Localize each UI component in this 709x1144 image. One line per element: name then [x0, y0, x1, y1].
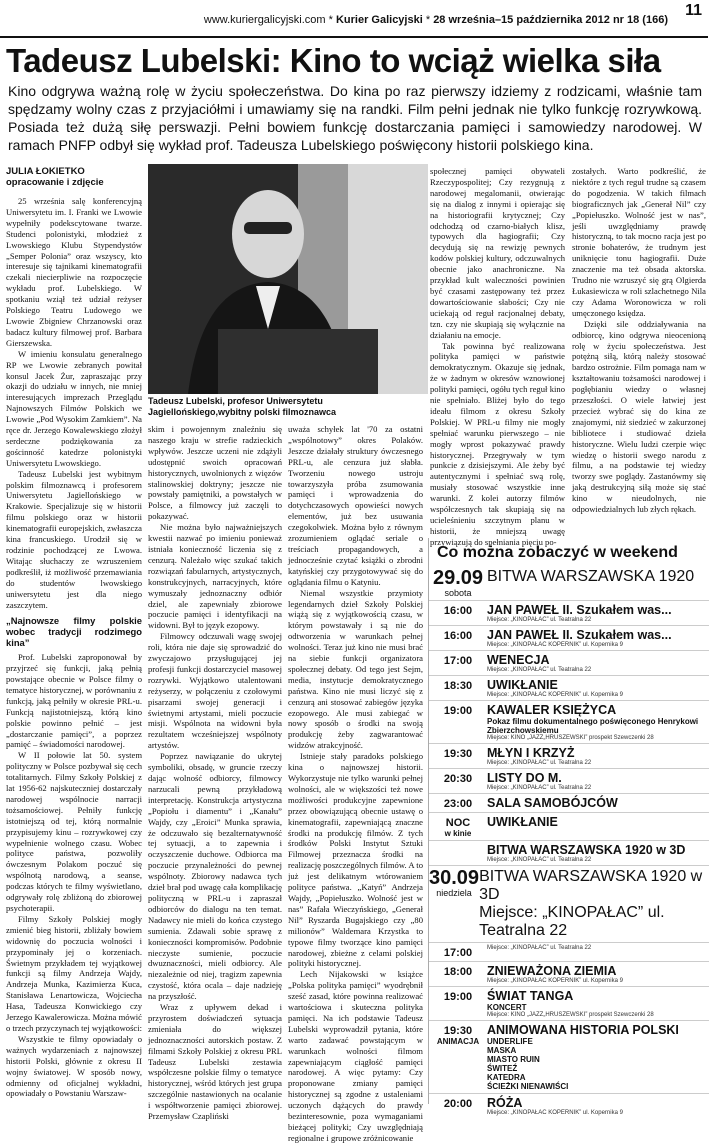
- event-place: Miejsce: „KINOPAŁAC” ul. Teatralna 22: [487, 945, 592, 951]
- time-label: 16:00: [443, 630, 473, 642]
- paragraph: Tak powinna być realizowana polityka pamięci w państwie demokratycznym. Okazuje się jednak, że w żadnym w okresów wznowionej polityki pamięci, ogółu tych reguł kino nie spełniało. Bliżej było do tego ideału filmom z okresu Szkoły Polskiej. W PRL-u filmy nie mogły spełniać warunku pierwszego – nie mogły wprost pokazywać prawdy historycznej. Przegrywały w tym punkcie z dzisiejszymi. Ale żeby być autentycznymi i spełniać swą rolę, musiały stosować wszystkie inne warunki. Z kolei autorzy filmów współczesnych tak skupiają się na ucieleśnieniu szczytnym planu w historii, że mniejszą uwagę przywiązują do spełniania pięciu po-: [430, 340, 565, 547]
- column-5: [572, 166, 706, 534]
- event-title: JAN PAWEŁ II. Szukałem was...: [487, 628, 672, 642]
- paragraph: W imieniu konsulatu generalnego RP we Lwowie zebranych powitał konsul Jacek Żur, zapraszając przy okazji do udziału w innych, nie mniej interesujących imprezach Przeglądu Najnowszych Filmów Polskich we Lwowie „Pod Wysokim Zamkiem”. Na ręce dr. Jerzego Kowalewskiego złożył serdeczne podziękowania za gościnność katedrze polonistyki Uniwersytetu Lwowskiego.: [6, 348, 142, 468]
- time-label: 19:30: [443, 748, 473, 760]
- date-number: 30.09: [429, 867, 480, 889]
- event-place: Miejsce: „KINOPAŁAC” ul. Teatralna 22: [479, 904, 665, 939]
- paragraph: Niemal wszystkie przymioty legendarnych dzieł Szkoły Polskiej wiążą się z wyjątkowością czasu, w którym powstawały i są nie do odtworzenia w warunkach pełnej wolności. Teraz już kino nie musi brać na siebie funkcji organizatora społecznej debaty. Od tego jest Sejm, media, instytucje demokratycznego państwa. Kino nie musi liczyć się z cenzurą ani stosować zabiegów języka ezopowego. Ale musi zabiegać w nowy sposób o środki na swoją produkcję żeby zagwarantować widzów atrakcyjność.: [288, 587, 423, 751]
- event-row: [429, 1020, 709, 1093]
- event-title: JAN PAWEŁ II. Szukałem was...: [487, 603, 672, 617]
- event-row: [429, 625, 709, 650]
- paragraph: Dzięki sile oddziaływania na odbiorcę, kino odgrywa nieocenioną rolę w życiu społeczeństwa. Jest potężną siłą, którą należy stosować bardzo ostrożnie. Film pomaga nam w kształtowaniu tożsamości narodowej i pogłębianiu wiedzy o własnej przeszłości. O wiele łatwiej jest przecież wybrać się do kina ze znajomymi, niż siedzieć w zakurzonej bibliotece i studiować dzieła historyczne. Wielu ludzi czerpie więc wiedzę o historii swego narodu z filmu, a na podstawie tej wiedzy tworzy swe poglądy. Zastanówmy się jaką destrukcyjną siłą może się stać kino w nieudolnych, nie odpowiedzialnych lub złych rękach.: [572, 318, 706, 515]
- event-subtitle: Pokaz filmu dokumentalnego poświęconego Henrykowi Zbierzchowskiemu: [487, 717, 699, 735]
- event-time: [429, 843, 487, 863]
- paragraph: 25 września salę konferencyjną Uniwersytetu im. I. Franki we Lwowie wypełniły podekscytowane twarze. Studenci polonistyki, młodzież z Lwowskiego Klubu Stypendystów „Semper Polonia” oraz wszyscy, kto interesuje się tajnikami kinematografii czekali niecierpliwie na rozpoczęcie wykładu prof. Lubelskiego. W spotkaniu wziął też udział reżyser Polskiego Teatru Ludowego we Lwowie Zbigniew Chrzanowski oraz badacz kultury filmowej prof. Barbara Gierszewska.: [6, 196, 142, 348]
- speaker-photo-illustration: [148, 164, 428, 394]
- separator: *: [422, 14, 434, 26]
- event-place: Miejsce: „KINOPAŁAC KOPERNIK” ul. Kopernika 9: [487, 642, 623, 648]
- time-label: 23:00: [443, 798, 473, 810]
- author-name: JULIA ŁOKIETKO: [6, 166, 85, 177]
- event-time: [429, 989, 487, 1018]
- date-number: 29.09: [432, 567, 484, 589]
- event-row: [429, 768, 709, 793]
- event-title: WENECJA: [487, 653, 550, 667]
- paragraph: Filmy Szkoły Polskiej mogły zmienić bieg historii, zbliżały bowiem widownię do poczucia wolności i przypominały jej o korzeniach. Świetnym przykładem tej wyjątkowej funkcji są filmy Andrzeja Wajdy, Andrzeja Munka, Kazimierza Kuca, Stanisława Lenartowicza, Wojciecha Hasa, Tadeusza Konwickiego czy Jerzego Kawalerowicza. Można mówić o trzech przyczynach tej wyjątkowości:: [6, 913, 143, 1033]
- event-place: Miejsce: „KINOPAŁAC” ul. Teatralna 22: [487, 760, 592, 766]
- paragraph: Filmowcy odczuwali wagę swojej roli, która nie daje się sprowadzić do zwyczajowo przysługującej jej profesji funkcji dostarczyciel masowej rozrywki. Wyjątkowo utalentowani reżyserzy, w połączeniu z czołowymi pisarzami swojej generacji i świetnymi artystami, mieli poczucie misji. Wspólnota na widowni była rezultatem wcześniejszej wspólnoty artystów.: [148, 631, 282, 751]
- event-row: [429, 793, 709, 812]
- time-label: 20:30: [443, 773, 473, 785]
- time-label: 16:00: [443, 605, 473, 617]
- event-info: [487, 746, 709, 766]
- column-1: [6, 166, 142, 1104]
- event-info: [487, 989, 709, 1018]
- day-header: [429, 865, 709, 942]
- article-lead: Kino odgrywa ważną rolę w życiu społeczeństwa. Do kina po raz pierwszy idziemy z rodzicami, właśnie tam spędzamy wolny czas z przyjaciółmi i umawiamy się na randki. Film pełni jednak nie tylko funkcję rozrywkową. Posiada też dużą siłę perswazji. Pełni bowiem funkcję dostarczania pamięci i samowiedzy narodowej. W ramach PNFP odbył się wykład prof. Tadeusza Lubelskiego poświęcony historii polskiego kina.: [8, 83, 702, 153]
- event-subtitle: UNDERLIFE MASKA MIASTO RUIN ŚWITEŹ KATEDRA ŚCIEŻKI NIENAWIŚCI: [487, 1037, 569, 1091]
- event-row: [429, 743, 709, 768]
- event-info: [479, 868, 709, 940]
- event-row: [429, 986, 709, 1020]
- event-info: [487, 653, 709, 673]
- event-place: Miejsce: „KINOPAŁAC KOPERNIK” ul. Kopernika 9: [487, 978, 623, 984]
- event-row: [429, 840, 709, 865]
- photo-caption: Tadeusz Lubelski, profesor Uniwersytetu Jagiellońskiego,wybitny polski filmoznawca: [148, 396, 337, 417]
- event-info: [487, 678, 709, 698]
- event-place: Miejsce: „KINOPAŁAC” ul. Teatralna 22: [487, 667, 592, 673]
- day2-events: [429, 942, 709, 1118]
- event-info: [487, 796, 709, 810]
- page-number: 11: [685, 2, 702, 19]
- event-title: ZNIEWAŻONA ZIEMIA: [487, 964, 617, 978]
- paragraph: Prof. Lubelski zaproponował by przyjrzeć się funkcji, jaką pełnią powstające obecnie w Polsce filmy o tematyce historycznej, w porównaniu z funkcją, jaką pełniły w okresie PRL-u. Funkcją najistotniejszą, którą kino polskie powinno pełnić – jest „dostarczanie pamięci”, a poprzez pamięć – świadomości narodowej.: [6, 652, 142, 750]
- time-sublabel: ANIMACJA: [436, 1037, 480, 1046]
- event-title: SALA SAMOBÓJCÓW: [487, 796, 618, 810]
- day1-events: [429, 600, 709, 865]
- time-label: 18:00: [443, 966, 473, 978]
- event-title: BITWA WARSZAWSKA 1920 w 3D: [479, 868, 703, 903]
- event-place: Miejsce: „KINOPAŁAC KOPERNIK” ul. Kopernika 9: [487, 692, 623, 698]
- event-row: [429, 600, 709, 625]
- schedule-title: Co można zobaczyć w weekend: [437, 544, 678, 561]
- event-place: Miejsce: KINO „JAZZ„HRUSZEWSKI” prospekt Szewczenki 28: [487, 735, 654, 741]
- paper-name: Kurier Galicyjski: [335, 14, 423, 26]
- event-row: [429, 961, 709, 986]
- paragraph: Nie można było najważniejszych kwestii nazwać po imieniu ponieważ istniała konieczność liczenia się z cenzurą. Należało więc szukać takich rozwiązań fabularnych, artystycznych, konstrukcyjnych, narracyjnych, które wymuszały jednoznaczny odbiór dziel, ale zapewniały zbiorowe poczucie pamięci i identyfikacji na widowni. Był to język ezopowy.: [148, 522, 282, 631]
- site-url: www.kuriergalicyjski.com: [203, 14, 326, 26]
- event-title: ANIMOWANA HISTORIA POLSKI: [487, 1023, 679, 1037]
- event-info: [487, 945, 709, 959]
- event-title: KAWALER KSIĘŻYCA: [487, 703, 617, 717]
- paragraph: Wszystkie te filmy opowiadały o ważnych wydarzeniach z najnowszej historii Polski, głównie z okresu II wojny światowej. W sposób nowy, odmienny od oficjalnej wykładni, opowiadały o Powstaniu Warszaw-: [6, 1033, 142, 1099]
- event-time: [429, 796, 487, 810]
- event-time: [429, 746, 487, 766]
- event-time: [429, 653, 487, 673]
- event-time: [429, 1096, 487, 1116]
- weekend-schedule: [428, 538, 709, 1116]
- event-title: UWIKŁANIE: [487, 815, 558, 829]
- event-title: ŚWIAT TANGA: [487, 989, 574, 1003]
- time-label: 17:00: [443, 655, 473, 667]
- event-time: [429, 1023, 487, 1091]
- paragraph: skim i powojennym znaleźniu się naszego kraju w strefie radzieckich wpływów. Jeszcze uczeni nie zdążyli udostępnić swoich opracowań historycznych, uwolnionych z więzów stalinowskiej doktryny; jeszcze nie powstały pamiętniki, a powstałych w Polsce, a filmowcy już zaczęli to pokazywać.: [148, 424, 282, 522]
- event-time: [429, 703, 487, 741]
- issue-info: [204, 14, 668, 26]
- paragraph: społecznej pamięci obywateli Rzeczypospolitej; Czy rezygnują z narodowej megalomanii, otwierając się na dialog z innymi i opierając się na historiografii krytycznej; Czy odchodzą od czarno-białych klisz, typowych dla hagiografii; Czy decydują się na rewizję pewnych kodów polskiej kultury, odczuwalnych obecnie jako anachroniczne. Na przykład kult waleczności powinien być czasami zastępowany też przez dowartościowanie słabości; Czy nie uciekają od reguł racjonalnej debaty, tzn. czy nie skupiają się wyłącznie na działaniu na emocje.: [430, 166, 565, 340]
- byline: [6, 166, 142, 188]
- paragraph: Istnieje stały paradoks polskiego kina o najnowszej historii. Wykorzystuje nie tylko warunki pełnej wolności, ale w większości też nowe możliwości produkcyjne zapewnione przez obowiązującą obecnie ustawę o kinematografii, zapewniającą znaczne środki na produkcję filmów. Z tych środków Polski Instytut Sztuki Filmowej przeznacza środki na realizację poszczególnych filmów. A to już jest delikatnym wtórowaniem polityce państwa. „Katyń” Andrzeja Wajdy, „Popiełuszko. Wolność jest w nas” Rafała Wieczyńskiego, „Generał Nil” Ryszarda Bugajskiego czy „80 milionów” Waldemara Krzystka to typowe filmy tworzące kino pamięci narodowej, zbieżne z celami polskiej polityki historycznej.: [288, 751, 423, 969]
- event-place: Miejsce: „KINOPAŁAC” ul. Teatralna 22: [487, 857, 592, 863]
- event-row: [429, 675, 709, 700]
- event-time: [429, 771, 487, 791]
- event-info: [487, 843, 709, 863]
- paragraph: zostałych. Warto podkreślić, że niektóre z tych reguł trudne są czasem do pogodzenia. W takich filmach biograficznych jak „Generał Nil” czy „Popiełuszko. Wolność jest w nas”, jeśli uwzględniamy prawdę historyczną, to tak mocno racja jest po stronie bohaterów, że trudnym jest uniknięcie tonu hagiografii. Duże znaczenie ma też obsada aktorska. Trudno nie wzruszyć się grą Olgierda Łukasiewicza w roli szlachetnego Nila czy Adama Woronowicza w roli umęczonego księdza.: [572, 166, 706, 318]
- event-info: [487, 568, 694, 586]
- event-time: [429, 815, 487, 838]
- day-date: [429, 568, 487, 598]
- article-headline: Tadeusz Lubelski: Kino to wciąż wielka siła: [6, 42, 661, 79]
- event-title: LISTY DO M.: [487, 771, 562, 785]
- event-row: [429, 1093, 709, 1118]
- event-title: BITWA WARSZAWSKA 1920 w 3D: [487, 843, 686, 857]
- event-info: [487, 1096, 709, 1116]
- event-row: [429, 812, 709, 840]
- event-info: [487, 815, 709, 838]
- event-place: Miejsce: „KINOPAŁAC KOPERNIK” ul. Kopernika 9: [487, 1110, 623, 1116]
- subheading: „Najnowsze filmy polskie wobec tradycji rodzimego kina”: [6, 615, 142, 649]
- time-label: 19:30: [443, 1025, 473, 1037]
- event-time: [429, 945, 487, 959]
- paragraph: W II połowie lat 50. system polityczny w Polsce pozbywał się cech totalitarnych. Filmy Szkoły Polskiej z lat 1956-62 najskuteczniej dostarczały narodowej wspólnocie narracji tożsamościowej. Pełniły funkcję istotniejszą od tej, którą normalnie przypisujemy kinu – rozrywkowej czy wypełnienie wolnego czasu. Wobec polityce państwa, pozwoliły ówczesnym Polakom poczuć się wspólnotą narodową, a seanse, podczas których te filmy wyświetlano, odgrywały rolę zbliżoną do zbiorowej psychoterapii.: [6, 750, 142, 913]
- event-time: [429, 628, 487, 648]
- event-place: Miejsce: „KINOPAŁAC” ul. Teatralna 22: [487, 617, 592, 623]
- day-header: [429, 566, 709, 600]
- time-label: 18:30: [443, 680, 473, 692]
- day-name: niedziela: [436, 888, 472, 898]
- event-title: UWIKŁANIE: [487, 678, 558, 692]
- day-date: [429, 868, 479, 898]
- separator: *: [325, 14, 336, 26]
- event-title: RÓŻA: [487, 1096, 523, 1110]
- event-row: [429, 942, 709, 961]
- event-row: [429, 650, 709, 675]
- time-sublabel: w kinie: [444, 829, 472, 838]
- column-4: [430, 166, 565, 547]
- page-header: [0, 0, 708, 38]
- event-info: [487, 703, 709, 741]
- day-name: sobota: [444, 588, 472, 598]
- event-info: [487, 964, 709, 984]
- time-label: 19:00: [443, 991, 473, 1003]
- event-subtitle: KONCERT: [487, 1003, 527, 1012]
- paragraph: uważa schyłek lat '70 za ostatni „wspólnotowy” okres Polaków. Jeszcze działały struktury ówczesnego PRL-u, ale cenzura już słabła. Tworzeniu nowego ustroju towarzyszyła próba zsumowania pamięci i wprowadzenia do dotychczasowych opowieści nowych elementów, już bez usuwania czegokolwiek. Można było z równym zrozumieniem oglądać seriale o treściach propagandowych, a jednocześnie czytać książki o zbrodni katyńskiej czy przygotowywać się do oglądania filmu o Katyniu.: [288, 424, 423, 587]
- event-place: Miejsce: KINO „JAZZ„HRUSZEWSKI” prospekt Szewczenki 28: [487, 1012, 654, 1018]
- time-label: 20:00: [443, 1098, 473, 1110]
- event-time: [429, 603, 487, 623]
- column-2: [148, 424, 282, 1122]
- column-3: [288, 424, 423, 1143]
- speaker-photo: [148, 164, 428, 394]
- event-info: [487, 603, 709, 623]
- paragraph: Tadeusz Lubelski jest wybitnym polskim filmoznawcą i profesorem Uniwersytetu Jagiellońskiego w Krakowie. Specjalizuje się w historii filmu polskiego oraz w historii kinematografii europejskich, zwłaszcza kina francuskiego. Urodził się w rodzinie pochodzącej ze Lwowa. Witając słuchaczy ze wzruszeniem podkreślił, iż możliwość przemawiania do studentów lwowskiego uniwersytetu jest dla niego zaszczytem.: [6, 468, 142, 610]
- time-label: NOC: [445, 817, 471, 829]
- time-label: 17:00: [443, 947, 473, 959]
- paragraph: Wraz z upływem dekad i przyrostem doświadczeń sytuacja zmieniała do większej jednoznaczności autorskich postaw. Z filmami Szkoły Polskiej z okresu PRL Tadeusz Lubelski zestawia współczesne polskie filmy o tematyce historycznej, wśród których jest grupa szczególnie nastawionych na ocalanie i współtworzenie pamięci zbiorowej. Przemysław Czapliński: [148, 1002, 282, 1122]
- event-title: BITWA WARSZAWSKA 1920: [487, 568, 695, 585]
- paragraph: Poprzez nawiązanie do ukrytej symboliki, obsadę, w gruncie rzeczy dając wolność odbiorcy, filmowcy narzucali pewną przykładową interpretację. Konstrukcja artystyczna „Popiołu i diamentu” i „Kanału” Wajdy, czy „Eroici” Munka sprawia, że odczuwało się bezalternatywność tej sytuacji, a to zapewnia i oczyszczenie duchowe. Odbiorca ma poczucie przynależności do pewnej wspólnoty. Zbiorowy nadawca tych dzieł brał pod uwagę cała komplikację polityczną w PRL-u i zapraszał odbiorców do dialogu na ten temat. Nadawcy nie mieli do końca czystego sumienia. Zdawali sobie sprawę z konieczności kompromisów. Podobnie nieczyste sumienie, poczucie dwuznaczności, mieli odbiorcy. Ale niezależnie od niej, tragizm zapewnia czystość, która ocala – daje nadzieję na przyszłość.: [148, 751, 282, 1002]
- paragraph: Lech Nijakowski w książce „Polska polityka pamięci” wyodrębnił sześć zasad, które powinna realizować wartościowa i skuteczna polityka pamięci. Na ich podstawie Tadeusz Lubelski wyprowadził pytania, które warto zadawać powstającym w warunkach wolności filmom zapewniającym ciągłość pamięci narodowej. A więc pytamy: Czy proponowane zmiany pamięci historycznej są zgodne z ustaleniami uczonych dążących do prawdy bezinteresownie, poza wymaganiami bieżącej polityki; Czy uwzględniają regionalne i grupowe zróżnicowanie: [288, 969, 423, 1143]
- time-label: 19:00: [443, 705, 473, 717]
- event-time: [429, 678, 487, 698]
- event-info: [487, 1023, 709, 1091]
- event-info: [487, 628, 709, 648]
- event-time: [429, 964, 487, 984]
- issue-date: 28 września–15 października 2012 nr 18 (166): [433, 14, 668, 26]
- event-row: [429, 700, 709, 743]
- author-note: opracowanie i zdjęcie: [6, 177, 104, 188]
- event-info: [487, 771, 709, 791]
- event-place: Miejsce: „KINOPAŁAC” ul. Teatralna 22: [487, 785, 592, 791]
- event-title: MŁYN I KRZYŻ: [487, 746, 575, 760]
